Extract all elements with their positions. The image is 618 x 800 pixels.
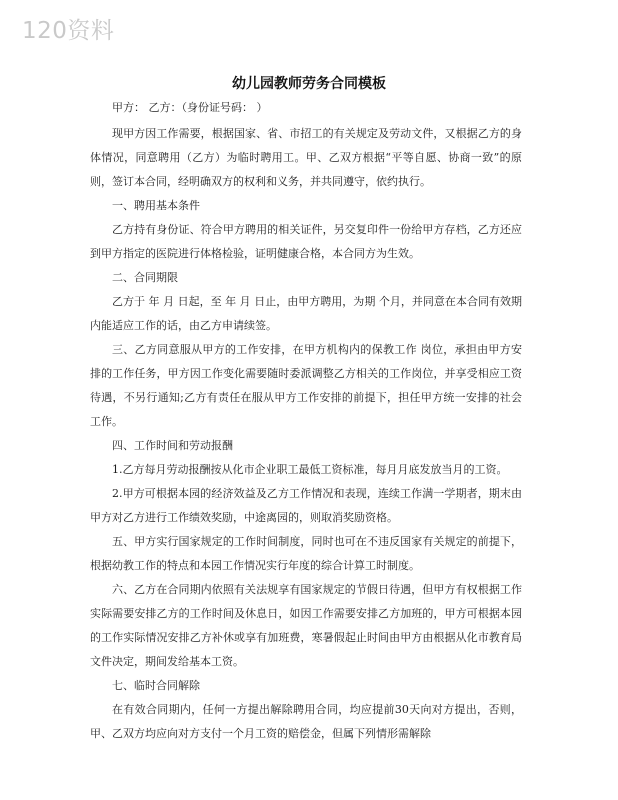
intro-paragraph: 现甲方因工作需要，根据国家、省、市招工的有关规定及劳动文件，又根据乙方的身体情况，同意聘用（乙方）为临时聘用工。甲、乙双方根据“平等自愿、协商一致”的原则，签订本合同，经明确双方的权利和义务，并共同遵守，依约执行。	[90, 127, 522, 188]
watermark-logo: 120资料	[22, 18, 115, 44]
document-title: 幼儿园教师劳务合同模板	[232, 76, 386, 92]
parties-line: 甲方： 乙方：（身份证号码： ）	[112, 101, 268, 114]
section-4-item-1: 1.乙方每月劳动报酬按从化市企业职工最低工资标准，每月月底发放当月的工资。	[112, 463, 508, 476]
section-3-body: 三、乙方同意服从甲方的工作安排，在甲方机构内的保教工作 岗位，承担由甲方安排的工作任务，甲方因工作变化需要随时委派调整乙方相关的工作岗位，并享受相应工资待遇，不另行通知;乙方有责任在服从甲方工作安排的前提下，担任甲方统一安排的社会工作。	[90, 343, 522, 428]
section-4-item-2: 2.甲方可根据本园的经济效益及乙方工作情况和表现，连续工作满一学期者，期末由甲方对乙方进行工作绩效奖励，中途离园的，则取消奖励资格。	[90, 487, 522, 524]
section-2-heading: 二、合同期限	[112, 271, 178, 284]
section-5-body: 五、甲方实行国家规定的工作时间制度，同时也可在不违反国家有关规定的前提下，根据幼教工作的特点和本园工作情况实行年度的综合计算工时制度。	[90, 535, 522, 572]
section-2-body: 乙方于 年 月 日起，至 年 月 日止，由甲方聘用，为期 个月，并同意在本合同有效期内能适应工作的话，由乙方申请续签。	[90, 295, 522, 332]
section-4-heading: 四、工作时间和劳动报酬	[112, 439, 233, 452]
document-body	[90, 96, 522, 746]
section-1-heading: 一、聘用基本条件	[112, 199, 200, 212]
section-6-body: 六、乙方在合同期内依照有关法规享有国家规定的节假日待遇，但甲方有权根据工作实际需要安排乙方的工作时间及休息日，如因工作需要安排乙方加班的，甲方可根据本园的工作实际情况安排乙方补休或享有加班费，寒暑假起止时间由甲方由根据从化市教育局文件决定，期间发给基本工资。	[90, 583, 522, 668]
section-7-heading: 七、临时合同解除	[112, 679, 200, 692]
section-7-body: 在有效合同期内，任何一方提出解除聘用合同，均应提前30天向对方提出，否则，甲、乙双方均应向对方支付一个月工资的赔偿金，但属下列情形需解除	[90, 703, 522, 740]
section-1-body: 乙方持有身份证、符合甲方聘用的相关证件，另交复印件一份给甲方存档，乙方还应到甲方指定的医院进行体格检验，证明健康合格，本合同方为生效。	[90, 223, 522, 260]
